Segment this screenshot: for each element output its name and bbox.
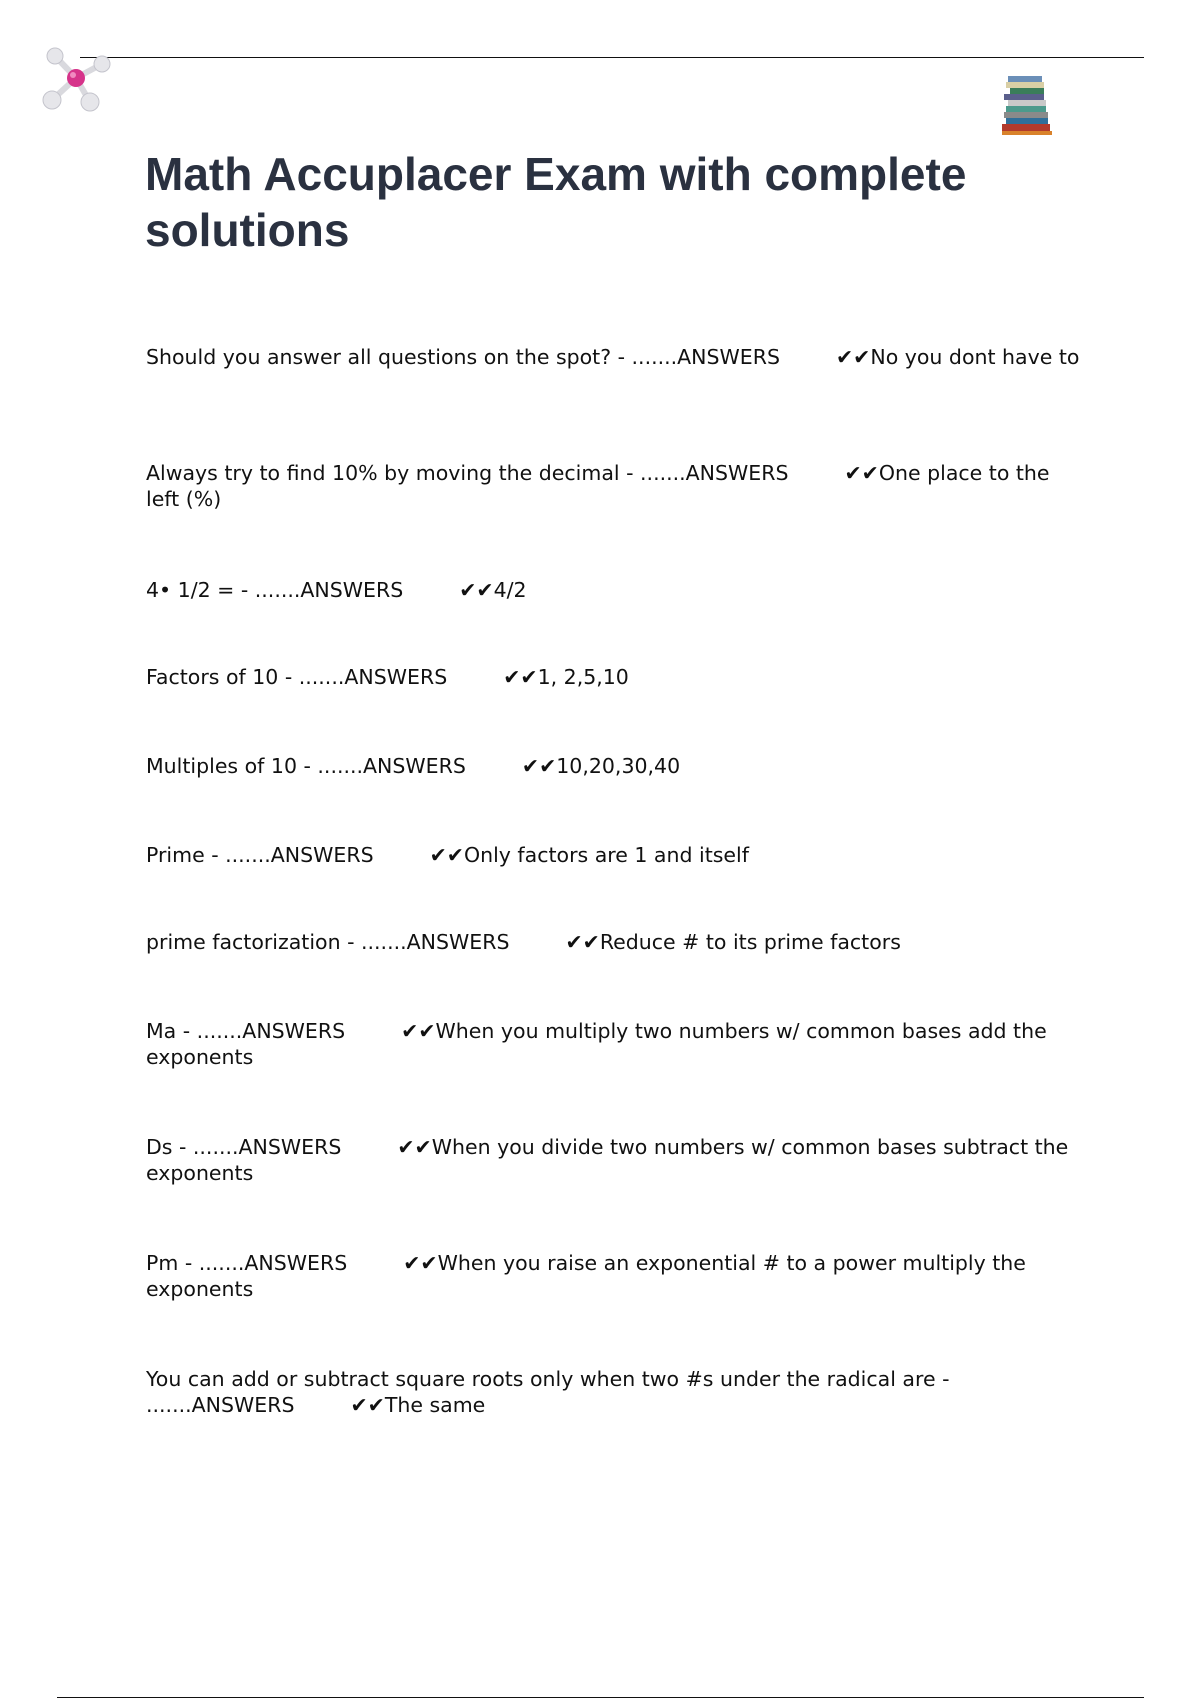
qa-item (146, 344, 1086, 370)
question-text: Always try to find 10% by moving the decimal - .......ANSWERS (146, 461, 789, 485)
answer-text: ✔✔The same (350, 1393, 486, 1417)
qa-item (146, 1018, 1086, 1070)
question-text: Pm - .......ANSWERS (146, 1251, 348, 1275)
question-text: Ds - .......ANSWERS (146, 1135, 342, 1159)
question-text: Prime - .......ANSWERS (146, 843, 374, 867)
answer-text: ✔✔When you raise an exponential # to a power multiply the exponents (146, 1251, 1026, 1301)
qa-item (146, 929, 1086, 955)
answer-text: ✔✔Reduce # to its prime factors (565, 930, 901, 954)
qa-item (146, 577, 1086, 603)
answer-text: ✔✔No you dont have to (836, 345, 1080, 369)
answer-text: ✔✔4/2 (459, 578, 527, 602)
qa-item (146, 664, 1086, 690)
qa-item (146, 842, 1086, 868)
page-title: Math Accuplacer Exam with complete solutions (145, 148, 967, 256)
answer-text: ✔✔When you multiply two numbers w/ common bases add the exponents (146, 1019, 1047, 1069)
qa-item (146, 1134, 1086, 1186)
book-stack-icon (1000, 72, 1054, 136)
question-text: 4• 1/2 = - .......ANSWERS (146, 578, 404, 602)
qa-item (146, 460, 1086, 512)
question-text: Factors of 10 - .......ANSWERS (146, 665, 448, 689)
question-text: You can add or subtract square roots only when two #s under the radical are - .......ANSWERS (146, 1367, 950, 1417)
qa-item (146, 1366, 1086, 1418)
footer-rule (57, 1697, 1144, 1698)
answer-text: ✔✔1, 2,5,10 (503, 665, 629, 689)
answer-text: ✔✔One place to the left (%) (146, 461, 1050, 511)
answer-text: ✔✔10,20,30,40 (521, 754, 681, 778)
question-text: Should you answer all questions on the spot? - .......ANSWERS (146, 345, 780, 369)
header-rule (80, 57, 1144, 58)
answer-text: ✔✔When you divide two numbers w/ common bases subtract the exponents (146, 1135, 1069, 1185)
molecule-icon (36, 42, 116, 118)
qa-item (146, 1250, 1086, 1302)
qa-item (146, 753, 1086, 779)
answer-text: ✔✔Only factors are 1 and itself (429, 843, 749, 867)
question-text: prime factorization - .......ANSWERS (146, 930, 510, 954)
question-text: Multiples of 10 - .......ANSWERS (146, 754, 466, 778)
question-text: Ma - .......ANSWERS (146, 1019, 346, 1043)
